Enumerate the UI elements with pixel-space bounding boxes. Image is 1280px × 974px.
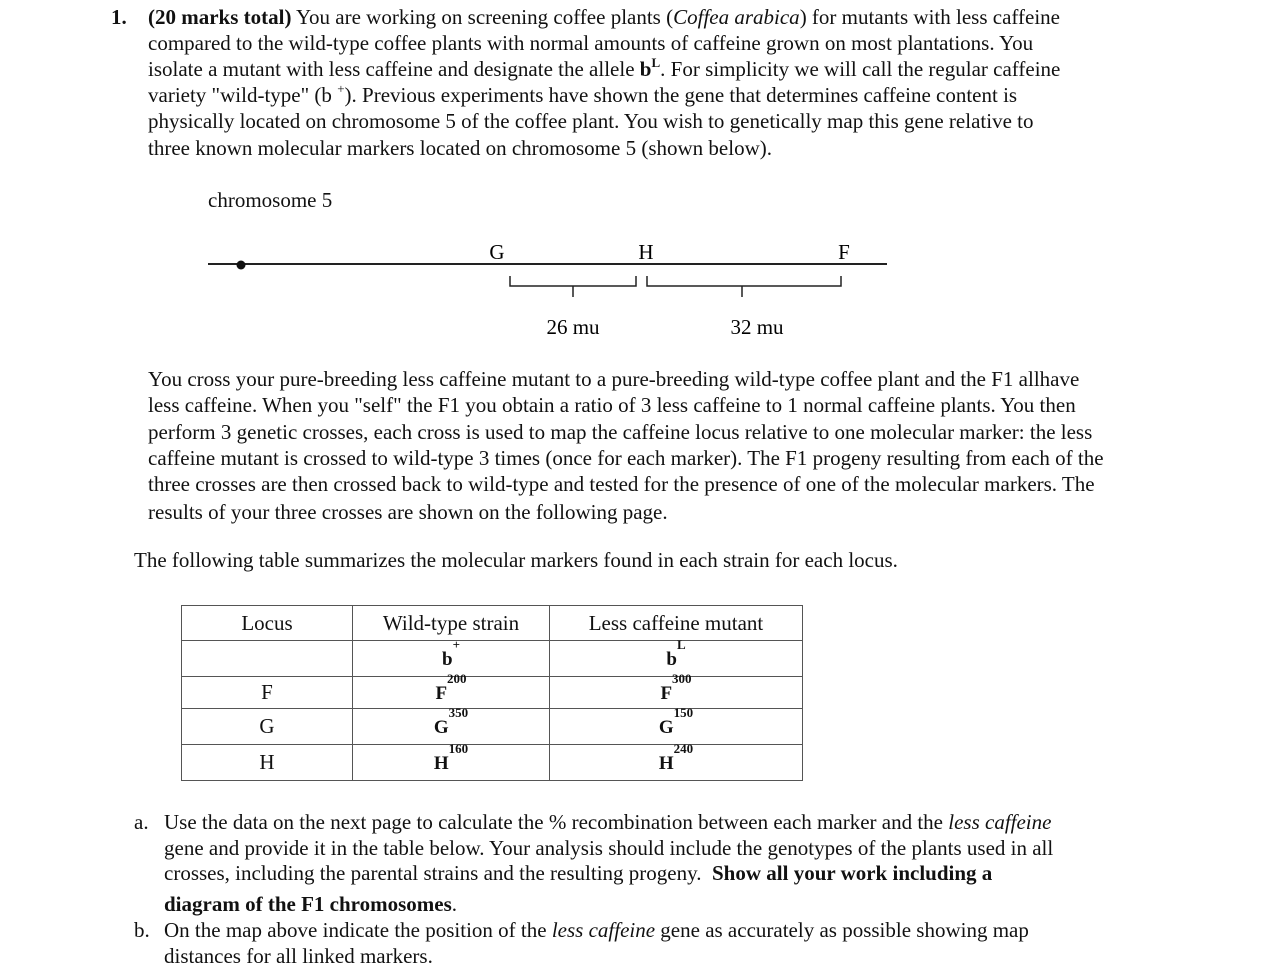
brace-g-h	[510, 276, 636, 297]
table-row	[182, 709, 803, 745]
marker-f: F	[838, 240, 850, 264]
part-a-line-1: Use the data on the next page to calculate the % recombination between each marker and the less caffeine	[164, 810, 1052, 834]
distance-h-f: 32 mu	[730, 315, 784, 339]
table-intro: The following table summarizes the molecular markers found in each strain for each locus.	[134, 548, 898, 572]
table-row	[182, 745, 803, 781]
allele-plus: +	[337, 81, 345, 96]
distance-g-h: 26 mu	[546, 315, 600, 339]
locus-cell	[182, 641, 353, 677]
centromere-dot	[237, 261, 246, 270]
intro-line-2: compared to the wild-type coffee plants with normal amounts of caffeine grown on most plantations. You	[148, 31, 1034, 55]
cross-line-6: results of your three crosses are shown on the following page.	[148, 500, 668, 524]
wt-cell: b+	[353, 641, 550, 677]
intro-line-4: variety "wild-type" (b +). Previous experiments have shown the gene that determines caffeine content is	[148, 81, 1018, 107]
table-row	[182, 677, 803, 709]
part-a-line-4: diagram of the F1 chromosomes.	[164, 892, 457, 916]
header-locus: Locus	[182, 606, 353, 641]
species-name: Coffea arabica	[673, 5, 800, 29]
question-number: 1.	[111, 5, 127, 29]
part-b-line-2: distances for all linked markers.	[164, 944, 433, 968]
mutant-cell: $H^{240}$	[550, 745, 803, 781]
intro-line-3: isolate a mutant with less caffeine and designate the allele $b^L$. For simplicity we will call the regular caffeine	[148, 55, 1061, 81]
cross-line-3: perform 3 genetic crosses, each cross is used to map the caffeine locus relative to one molecular marker: the less	[148, 420, 1093, 444]
mutant-cell: $G^{150}$	[550, 709, 803, 745]
intro-line-1: (20 marks total) You are working on screening coffee plants (Coffea arabica) for mutants with less caffeine	[148, 5, 1060, 29]
table-header-row	[182, 606, 803, 641]
part-b-label: b.	[134, 918, 150, 942]
wt-cell: $G^{350}$	[353, 709, 550, 745]
marks-label: (20 marks total)	[148, 5, 292, 29]
intro-line-5: physically located on chromosome 5 of the coffee plant. You wish to genetically map this gene relative to	[148, 109, 1034, 133]
marker-g: G	[489, 240, 505, 264]
part-a-line-3: crosses, including the parental strains and the resulting progeny. Show all your work including a	[164, 861, 993, 885]
marker-h: H	[638, 240, 654, 264]
mutant-cell: $b^L$	[550, 641, 803, 677]
locus-cell: F	[182, 677, 353, 709]
header-wild-type: Wild-type strain	[353, 606, 550, 641]
part-a-line-2: gene and provide it in the table below. Your analysis should include the genotypes of the plants used in all	[164, 836, 1054, 860]
locus-cell: H	[182, 745, 353, 781]
table-row	[182, 641, 803, 677]
wt-cell: $F^{200}$	[353, 677, 550, 709]
cross-line-5: three crosses are then crossed back to wild-type and tested for the presence of one of the molecular markers. The	[148, 472, 1095, 496]
allele-bL: $b^L$	[639, 55, 661, 81]
cross-line-2: less caffeine. When you "self" the F1 you obtain a ratio of 3 less caffeine to 1 normal caffeine plants. You then	[148, 393, 1076, 417]
brace-h-f	[647, 276, 841, 297]
chromosome-label: chromosome 5	[208, 188, 333, 212]
marker-table	[181, 605, 803, 781]
wt-cell: $H^{160}$	[353, 745, 550, 781]
cross-line-4: caffeine mutant is crossed to wild-type 3 times (once for each marker). The F1 progeny resulting from each of the	[148, 446, 1104, 470]
part-a-label: a.	[134, 810, 149, 834]
intro-line-6: three known molecular markers located on chromosome 5 (shown below).	[148, 136, 772, 160]
cross-line-1: You cross your pure-breeding less caffeine mutant to a pure-breeding wild-type coffee plant and the F1 allhave	[148, 367, 1080, 391]
mutant-cell: $F^{300}$	[550, 677, 803, 709]
part-b-line-1: On the map above indicate the position of the less caffeine gene as accurately as possible showing map	[164, 918, 1029, 942]
chromosome-map	[0, 230, 1280, 345]
header-mutant: Less caffeine mutant	[550, 606, 803, 641]
locus-cell: G	[182, 709, 353, 745]
